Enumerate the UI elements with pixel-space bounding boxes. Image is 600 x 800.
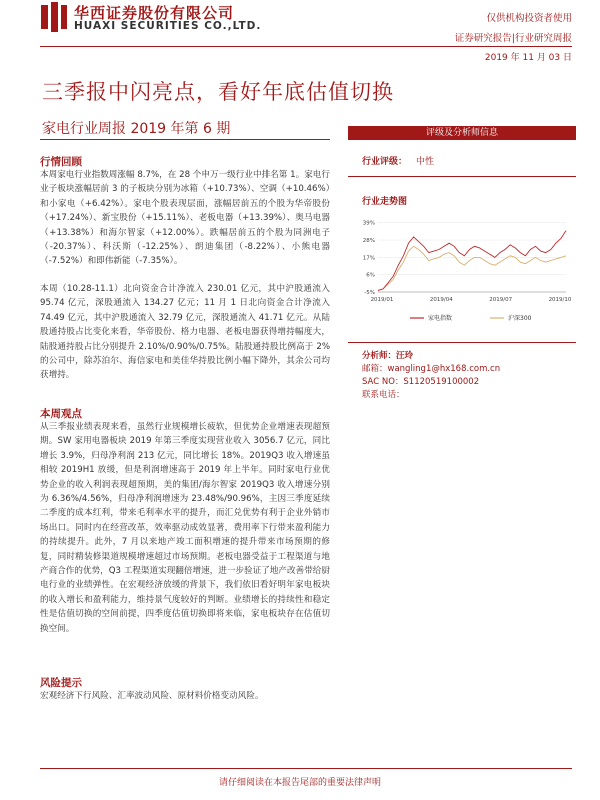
market-paragraph-1: 本周家电行业指数周涨幅 8.7%，在 28 个申万一级行业中排名第 1。家电行业子板块涨幅居前 3 的子板块分别为冰箱（+10.73%）、空调（+10.46%）和小家电（+6.42%）。家电个股表现层面，涨幅居前五的个股为华帝股份（+17.24%）、新宝股份（+15.11%）、老板电器（+13.39%）、奥马电器（+13.38%）和海尔智家（+12.00%）。跌幅居前五的个股为同洲电子（-20.37%）、科沃斯（-12.25%）、朗迪集团（-8.22%）、小熊电器（-7.52%）和即伟新能（-7.35%）。 — [40, 170, 330, 267]
report-date: 2019 年 11 月 03 日 — [484, 53, 572, 63]
market-paragraph-2: 本周（10.28-11.1）北向资金合计净流入 230.01 亿元，其中沪股通流入 95.74 亿元，深股通流入 134.27 亿元；11 月 1 日北向资金合计净流入 74.49 亿元，其中沪股通流入 32.79 亿元，深股通流入 41.71 亿元。从陆股通持股占比变化来看，华帝股份、格力电器、老板电器获得增持幅度大，陆股通持股占比分别提升 2.10%/0.90%/0.75%。陆股通持股比例高于 2%的公司中，除苏泊尔、海信家电和美佳华持股比例小幅下降外，其余公司均获增持。 — [40, 284, 330, 381]
y-tick-label: -5% — [364, 290, 375, 296]
analyst-sac: SAC NO：S1120519100002 — [362, 377, 480, 387]
subtitle-divider — [40, 139, 330, 140]
analyst-email[interactable]: 邮箱：wangling1@hx168.com.cn — [362, 364, 501, 374]
rating-divider — [348, 176, 576, 177]
footer-divider — [40, 768, 572, 769]
series-line-0 — [378, 231, 566, 291]
brand-name-cn: 华西证券股份有限公司 — [74, 4, 235, 22]
view-paragraph: 从三季报业绩表现来看，虽然行业规模增长疲软，但优势企业增速表现超预期。SW 家用电器板块 2019 年第三季度实现营业收入 3056.7 亿元，同比增长 3.9%，归母净利润 213 亿元，同比增长 18%。2019Q3 收入增速虽相较 2019H1 放缓，但是利润增速高于 2019 年上半年。同时家电行业优势企业的收入利润表现超预期，美的集团/海尔智家 2019Q3 收入增速分别为 6.36%/4.56%，归母净利润增速为 23.48%/90.96%，主因三季度延续二季度的成本红利，带来毛利率水平的提升，而汇兑优势有利于企业外销市场出口。同时内在经营改革，效率驱动成效显著，费用率下行带来盈利能力的持续提升。此外，7 月以来地产竣工面积增速的提升带来市场预期的修复，同时精装修渠道规模增速超过市场预期。老板电器受益于工程渠道与地产商合作的优势，Q3 工程渠道实现翻倍增速，进一步验证了地产改善带给厨电行业的业绩弹性。在宏观经济放缓的背景下，我们依旧看好明年家电板块的收入增长和盈利能力，维持景气度较好的判断。业绩增长的持续性和稳定性是估值切换的空间前提，四季度估值切换即将来临，家电板块存在估值切换空间。 — [40, 422, 330, 634]
trend-chart-label: 行业走势图 — [362, 197, 408, 207]
x-tick-label: 2019/07 — [489, 297, 513, 303]
x-tick-label: 2019/04 — [429, 297, 453, 303]
chart-divider — [348, 342, 576, 343]
section-heading-market: 行情回顾 — [40, 156, 82, 168]
report-type: 证券研究报告|行业研究周报 — [454, 33, 572, 44]
analyst-label: 分析师： — [362, 351, 397, 361]
y-tick-label: 28% — [362, 238, 375, 245]
analyst-name: 汪玲 — [396, 351, 414, 361]
x-tick-label: 2019/01 — [370, 297, 394, 303]
sub-title: 家电行业周报 2019 年第 6 期 — [42, 121, 231, 137]
sidebar-header: 评级及分析师信息 — [348, 126, 576, 140]
y-tick-label: 39% — [362, 220, 375, 227]
legal-footer[interactable]: 请仔细阅读在本报告尾部的重要法律声明 — [218, 778, 381, 788]
brand-name-en: HUAXI SECURITIES CO.,LTD. — [74, 20, 262, 32]
huaxi-logo-icon — [40, 2, 68, 32]
y-tick-label: 6% — [366, 272, 375, 279]
x-tick-label: 2019/10 — [548, 297, 572, 303]
legend-label: 沪深300 — [508, 315, 532, 322]
legend-label: 家电指数 — [428, 315, 453, 322]
series-line-1 — [378, 246, 566, 290]
analyst-phone: 联系电话： — [362, 390, 405, 400]
y-tick-label: 17% — [362, 255, 375, 262]
rating-label: 行业评级： — [362, 157, 408, 167]
risk-paragraph: 宏观经济下行风险、汇率波动风险、原材料价格变动风险。 — [40, 691, 264, 701]
header-divider — [40, 46, 572, 47]
trend-chart — [350, 212, 574, 330]
section-heading-risk: 风险提示 — [40, 677, 82, 689]
rating-value: 中性 — [416, 157, 435, 167]
audience-note: 仅供机构投资者使用 — [486, 13, 572, 24]
section-heading-view: 本周观点 — [40, 408, 82, 420]
main-title: 三季报中闪亮点，看好年底估值切换 — [42, 80, 394, 104]
